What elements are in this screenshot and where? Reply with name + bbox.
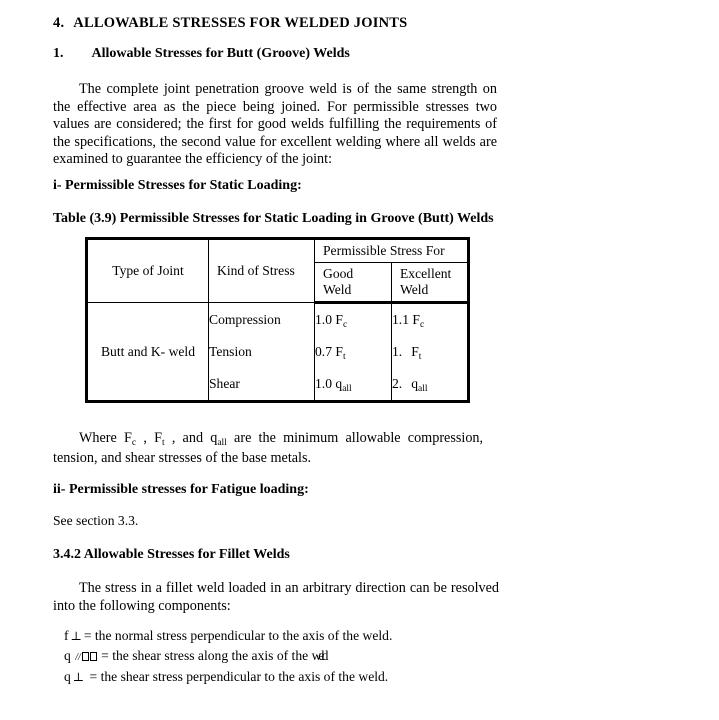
section-title: Allowable Stresses for Butt (Groove) Welds [91,46,350,61]
perpendicular-icon: ⊥ [72,670,85,684]
excellent-shear-coefficient: 2. [392,376,403,391]
header-good-weld [315,263,392,303]
symbol-qall-subscript: all [217,438,227,448]
where-prefix: Where [79,430,117,446]
fillet-paragraph [53,580,499,615]
comma-1: , [143,430,147,446]
excellent-compression-coefficient: 1.1 [392,312,409,327]
symbol-Fc-subscript: c [131,438,137,448]
chapter-title: ALLOWABLE STRESSES FOR WELDED JOINTS [73,15,408,31]
excellent-tension-symbol: F [411,344,419,359]
perpendicular-icon: ⊥ [70,629,82,643]
missing-glyph-box-icon [82,652,89,661]
fillet-paragraph-text: The stress in a fillet weld loaded in an arbitrary direction can be resolved into the following components: [53,580,499,614]
good-compression-coefficient: 1.0 [315,312,332,327]
header-excellent-weld [392,263,469,303]
fatigue-section-note: See section 3.3. [53,513,139,528]
cell-excellent-weld-values [392,303,469,402]
excellent-compression-symbol: F [412,312,420,327]
header-kind-of-stress [209,239,315,303]
good-tension-coefficient: 0.7 [315,344,332,359]
excellent-shear-subscript: all [418,384,428,394]
cell-good-weld-values [315,303,392,402]
header-kind-of-stress-label: Kind of Stress [217,263,295,278]
good-shear-coefficient: 1.0 [315,376,332,391]
permissible-stress-table [85,237,470,403]
symbol-Fc: $F_c$ [124,430,137,448]
good-weld-shear-value [315,368,391,400]
excellent-shear-symbol: q [411,376,418,391]
excellent-compression-subscript: c [419,320,425,330]
excellent-weld-compression-value [392,304,467,336]
header-excellent-weld-label: Excellent Weld [400,266,452,297]
cell-kind-of-stress-list [209,303,315,402]
where-paragraph [53,430,483,467]
header-good-weld-label: Good Weld [323,266,354,297]
section-number: 1. [53,46,64,61]
excellent-tension-coefficient: 1. [392,344,403,359]
stress-tension: Tension [209,343,252,359]
good-weld-tension-value [315,336,391,368]
good-compression-symbol: F [335,312,343,327]
cell-joint-type-label: Butt and K- weld [100,343,195,359]
excellent-weld-tension-value [392,336,467,368]
stress-shear: Shear [209,375,240,391]
good-tension-symbol: F [335,344,343,359]
definition-normal-stress-text: = the normal stress perpendicular to the axis of the weld. [83,628,393,643]
symbol-Ft: $F_t$ [154,430,165,448]
component-definitions [64,626,392,687]
and-conjunction: , and [171,430,204,446]
excellent-tension-subscript: t [418,352,422,362]
good-shear-symbol: q [335,376,343,391]
definition-shear-perpendicular [64,667,392,687]
header-permissible-stress-for [315,239,469,263]
where-tail-text: are the minimum allowable compression, tension, and shear stresses of the base metals. [53,430,484,466]
section-heading [53,46,350,62]
parallel-icon: // [75,652,81,663]
symbol-qall: $q_{all}$ [210,430,227,448]
definition-shear-along-axis [64,646,392,667]
chapter-number: 4. [53,15,65,31]
definition-trailing-word: weld [311,648,326,663]
table-caption: Table (3.9) Permissible Stresses for Static Loading in Groove (Butt) Welds [53,211,494,226]
definition-shear-perpendicular-text: = the shear stress perpendicular to the axis of the weld. [89,669,389,684]
symbol-q-base: q [64,648,71,663]
definition-normal-stress [64,626,392,646]
good-weld-compression-value [315,304,391,336]
excellent-weld-shear-value [392,368,467,400]
cell-joint-type [87,303,209,402]
table-row [87,303,469,402]
fatigue-loading-heading: ii- Permissible stresses for Fatigue loading: [53,482,309,497]
header-type-of-joint [87,239,209,303]
table-header-row-1 [87,239,469,263]
intro-paragraph-text: The complete joint penetration groove weld is of the same strength on the effective area as the piece being joined. For permissible stresses two values are considered; the first for good welds fulfilling the requirements of the specifications, the second value for excellent welding where all welds are examined to guarantee the efficiency of the joint: [53,81,497,168]
header-permissible-stress-for-label: Permissible Stress For [323,243,445,258]
header-type-of-joint-label: Type of Joint [112,263,184,278]
chapter-heading [53,15,407,32]
good-compression-subscript: c [342,320,348,330]
good-shear-subscript: all [342,384,352,394]
definition-shear-along-axis-text: = the shear stress along the axis of the [101,648,309,663]
stress-compression: Compression [209,311,281,327]
symbol-Ft-subscript: t [161,438,165,448]
fillet-welds-heading: 3.4.2 Allowable Stresses for Fillet Welds [53,547,290,562]
static-loading-heading: i- Permissible Stresses for Static Loading: [53,178,302,193]
intro-paragraph [53,81,497,169]
symbol-q-base-2: q [64,669,71,684]
good-tension-subscript: t [342,352,346,362]
missing-glyph-box-icon [90,652,97,661]
symbol-f-base: f [64,628,69,643]
